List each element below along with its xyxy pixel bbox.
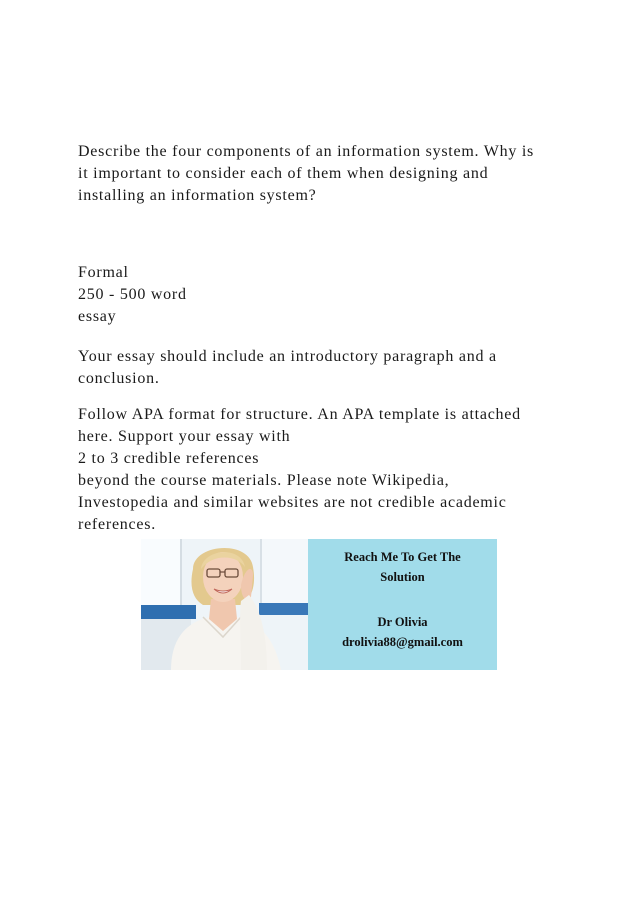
banner-headline-2: Solution bbox=[380, 570, 425, 584]
banner-headline: Reach Me To Get The bbox=[344, 550, 461, 564]
intro-requirement: Your essay should include an introductory paragraph and a conclusion. bbox=[78, 348, 497, 387]
apa-requirement: Follow APA format for structure. An APA template is attached here. Support your essay with 2 to 3 credible references beyond the course materials. Please note Wikipedia, Investopedia and similar websites are not credible academic references. bbox=[78, 406, 521, 533]
assignment-prompt: Describe the four components of an information system. Why is it important to consider each of them when designing and installing an information system? bbox=[78, 143, 535, 204]
contact-banner bbox=[141, 539, 497, 670]
contact-name: Dr Olivia bbox=[377, 615, 428, 629]
essay-type: Formal bbox=[78, 264, 129, 281]
woman-photo bbox=[141, 539, 308, 670]
word-count: 250 - 500 word bbox=[78, 286, 187, 303]
essay-label: essay bbox=[78, 308, 117, 325]
contact-email: drolivia88@gmail.com bbox=[342, 635, 463, 649]
contact-info bbox=[308, 539, 497, 670]
